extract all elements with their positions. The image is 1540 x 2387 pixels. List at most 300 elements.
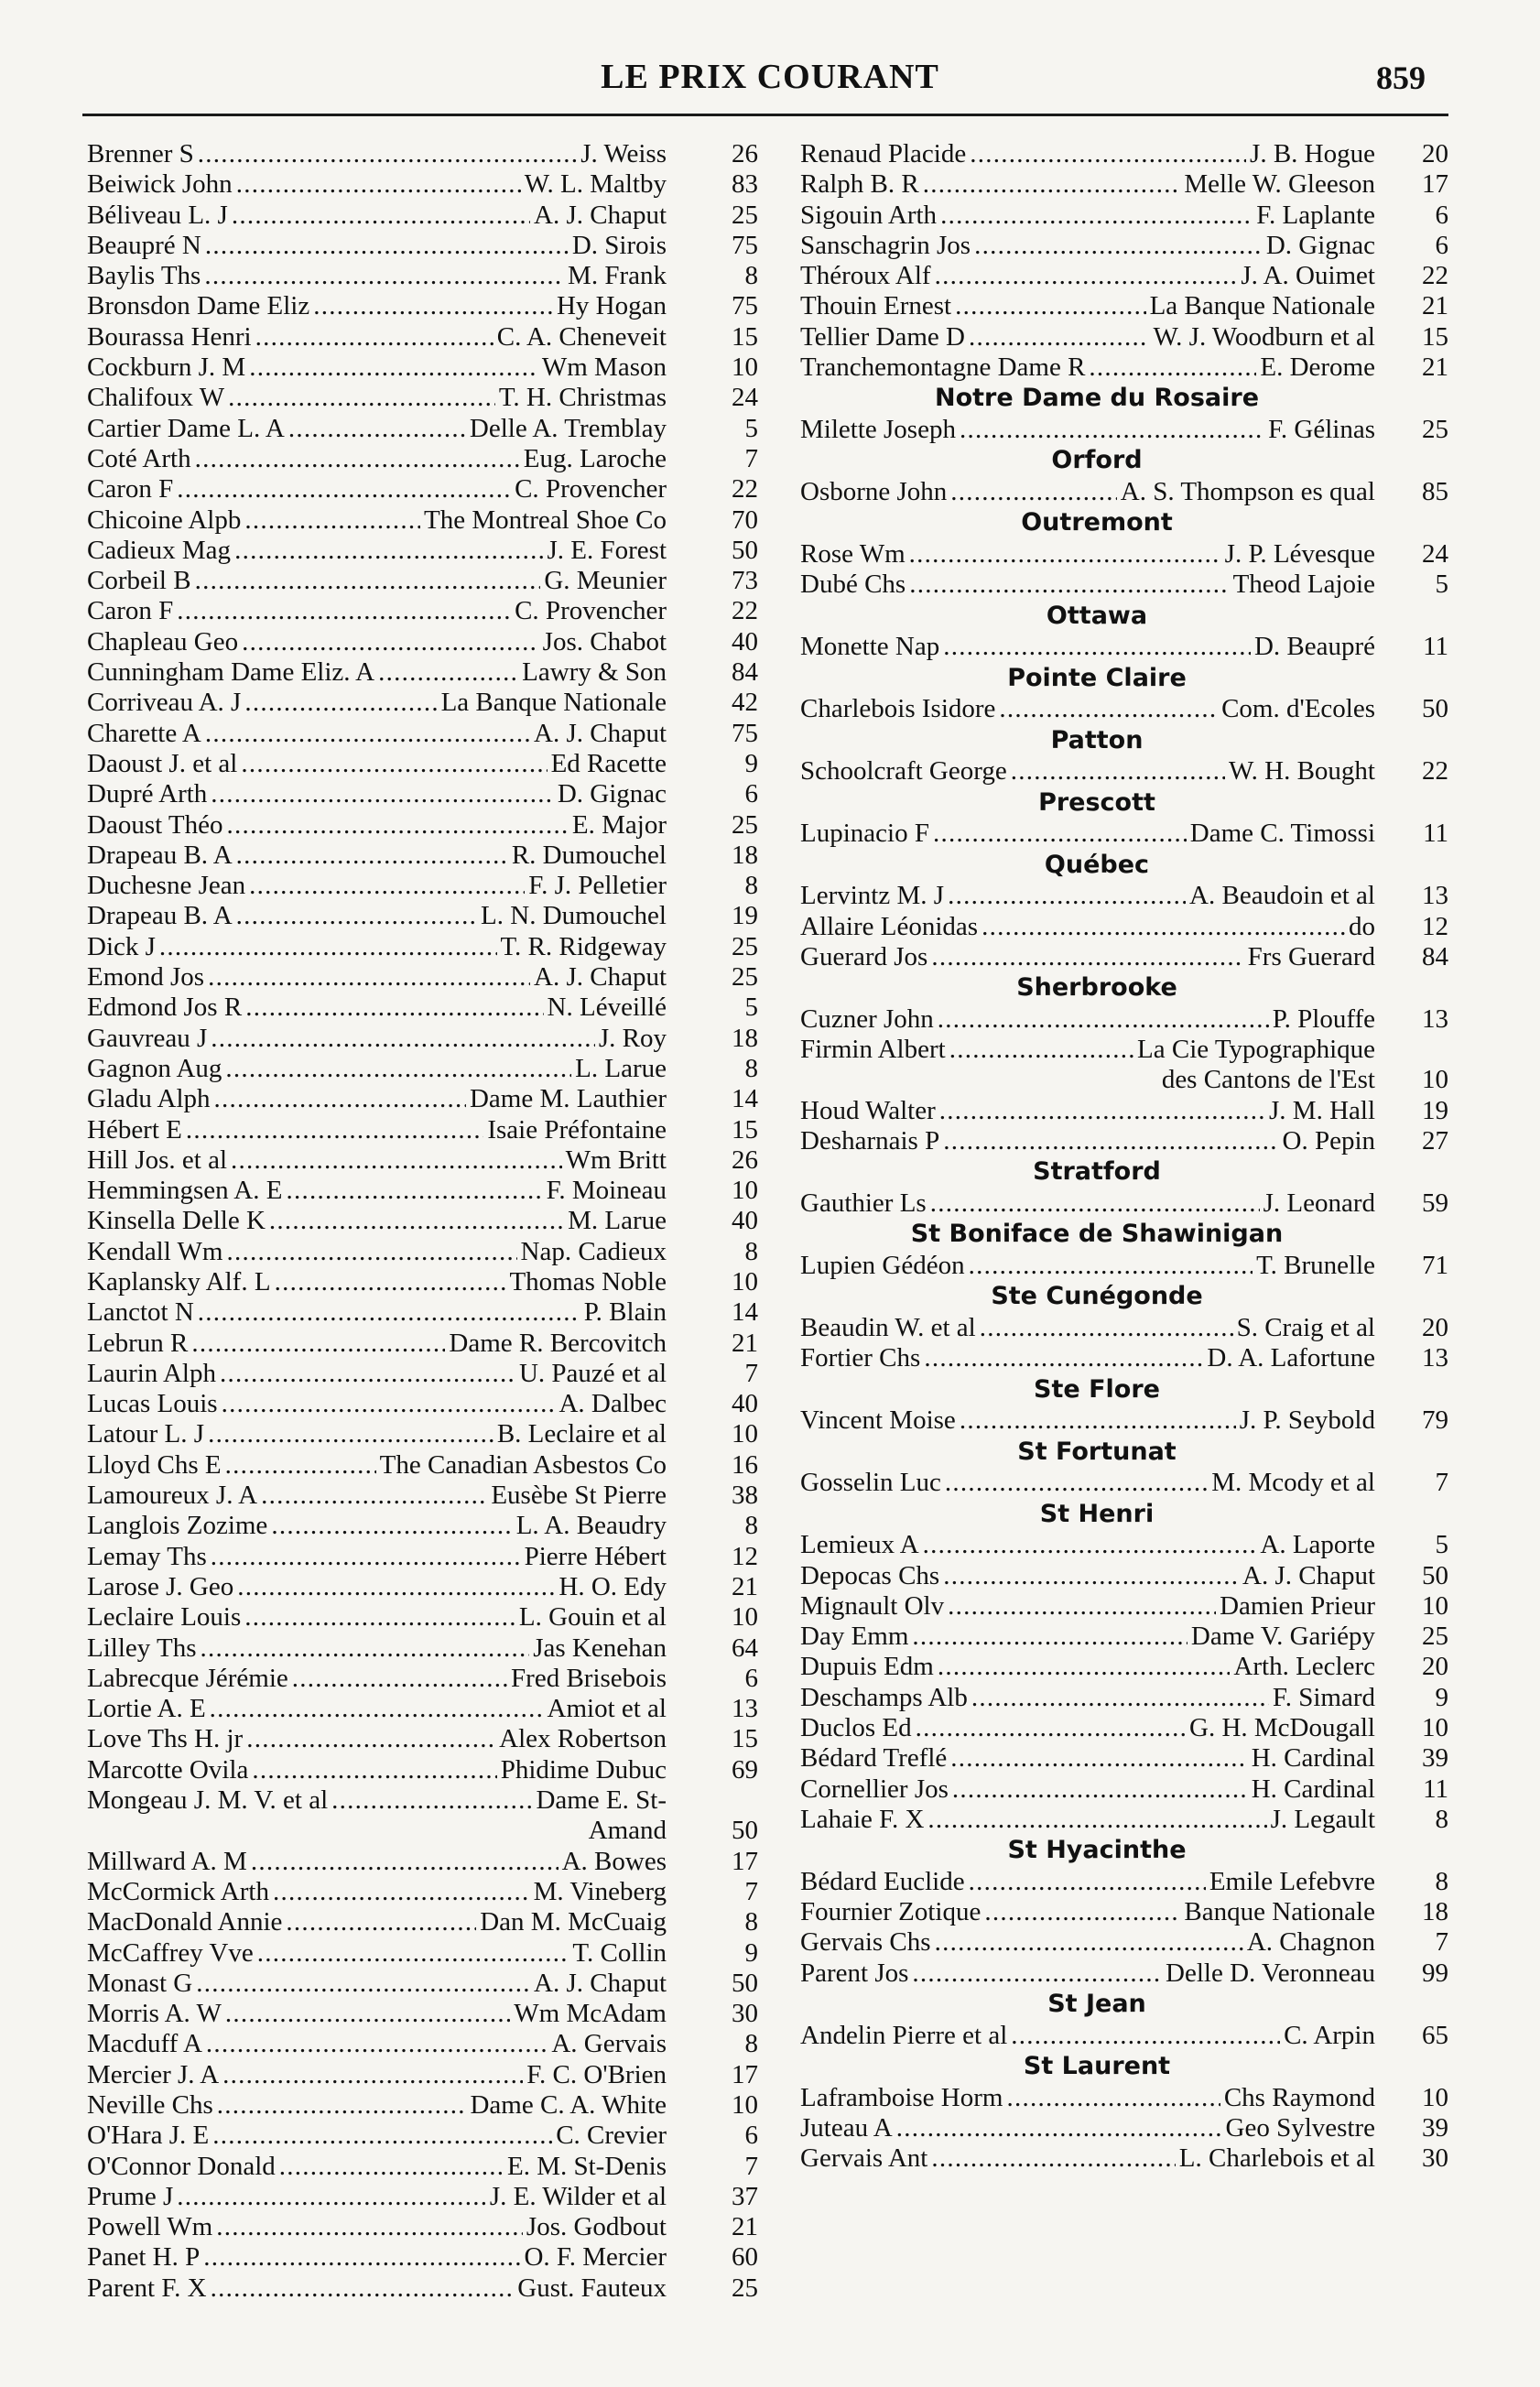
list-item	[87, 383, 758, 413]
amount: 73	[732, 566, 758, 596]
creditor-name: E. Major	[569, 810, 667, 841]
amount: 21	[732, 1571, 758, 1601]
list-item	[800, 881, 1448, 911]
amount: 5	[1435, 1530, 1448, 1560]
debtor-name: Gosselin Luc	[800, 1468, 945, 1498]
debtor-name: Hill Jos. et al	[87, 1145, 231, 1176]
entry-leader	[87, 1359, 667, 1389]
dot-leader	[249, 353, 538, 383]
dot-leader	[935, 1927, 1243, 1958]
entry-leader	[87, 2090, 667, 2121]
entry-leader	[800, 1468, 1375, 1498]
amount: 50	[1422, 694, 1448, 724]
creditor-name: J. Legault	[1267, 1805, 1375, 1835]
amount: 59	[1422, 1188, 1448, 1218]
entry-leader	[800, 1561, 1375, 1591]
dot-leader	[212, 2121, 552, 2151]
amount: 8	[744, 1053, 758, 1083]
list-item	[87, 1907, 758, 1937]
debtor-name: Beaudin W. et al	[800, 1313, 980, 1343]
creditor-name: La Banque Nationale	[1146, 291, 1375, 321]
dot-leader	[231, 1145, 562, 1176]
dot-leader	[943, 1126, 1278, 1156]
list-item	[87, 1511, 758, 1541]
dot-leader	[225, 1999, 510, 2029]
amount: 22	[732, 474, 758, 505]
debtor-name: Lanctot N	[87, 1297, 198, 1328]
creditor-name: The Montreal Shoe Co	[420, 505, 667, 536]
dot-leader	[269, 1206, 564, 1236]
list-item	[87, 1847, 758, 1877]
entry-leader	[800, 819, 1375, 849]
amount: 85	[1422, 477, 1448, 507]
dot-leader	[970, 139, 1246, 169]
list-item	[87, 2029, 758, 2059]
debtor-name: Renaud Placide	[800, 139, 970, 169]
list-item	[87, 1664, 758, 1694]
dot-leader	[948, 881, 1186, 911]
amount: 64	[732, 1633, 758, 1663]
debtor-name: MacDonald Annie	[87, 1907, 286, 1937]
creditor-name: Arth. Leclerc	[1230, 1652, 1375, 1682]
creditor-name: Eug. Laroche	[520, 444, 667, 474]
amount: 12	[1422, 911, 1448, 941]
dot-leader	[211, 1542, 521, 1572]
dot-leader	[931, 942, 1243, 972]
entry-leader	[800, 942, 1375, 972]
debtor-name: Charette A	[87, 719, 205, 749]
list-item	[87, 2242, 758, 2273]
entry-leader	[87, 871, 667, 901]
debtor-name: McCormick Arth	[87, 1877, 273, 1907]
debtor-name: Gervais Chs	[800, 1927, 935, 1958]
list-item	[800, 942, 1448, 972]
amount: 60	[732, 2242, 758, 2273]
amount: 8	[744, 871, 758, 901]
debtor-name: Daoust Théo	[87, 810, 226, 841]
creditor-name: Banque Nationale	[1180, 1897, 1375, 1927]
dot-leader	[236, 901, 477, 931]
debtor-name: O'Connor Donald	[87, 2152, 279, 2182]
creditor-name: Jos. Godbout	[523, 2212, 667, 2242]
list-item	[800, 756, 1448, 787]
debtor-name: Kinsella Delle K	[87, 1206, 269, 1236]
list-item	[800, 1927, 1448, 1958]
amount: 10	[1422, 1065, 1448, 1095]
left-column	[87, 139, 758, 2304]
list-item	[800, 201, 1448, 231]
creditor-name: A. Dalbec	[555, 1389, 667, 1419]
creditor-name: Com. d'Ecoles	[1218, 694, 1375, 724]
amount: 25	[732, 962, 758, 993]
dot-leader	[237, 1572, 555, 1602]
debtor-name: Coté Arth	[87, 444, 195, 474]
debtor-name: O'Hara J. E	[87, 2121, 212, 2151]
debtor-name: Kaplansky Alf. L	[87, 1267, 275, 1297]
creditor-name: A. Gervais	[548, 2029, 667, 2059]
creditor-name: L. Larue	[571, 1054, 667, 1084]
debtor-name: Lamoureux J. A	[87, 1481, 261, 1511]
creditor-name: Isaie Préfontaine	[483, 1115, 667, 1145]
debtor-name: Fortier Chs	[800, 1343, 924, 1373]
amount: 25	[732, 200, 758, 230]
amount: 7	[744, 1358, 758, 1388]
debtor-name: Daoust J. et al	[87, 749, 241, 779]
creditor-name: Fred Brisebois	[507, 1664, 667, 1694]
creditor-name: T. R. Ridgeway	[497, 932, 667, 962]
entry-leader	[800, 1958, 1375, 1989]
debtor-name: Bronsdon Dame Eliz	[87, 291, 313, 321]
place-heading: Notre Dame du Rosaire	[934, 384, 1260, 413]
debtor-name: Gladu Alph	[87, 1084, 214, 1114]
list-item	[87, 2212, 758, 2242]
amount: 21	[732, 1328, 758, 1358]
entry-leader	[800, 1126, 1375, 1156]
amount: 13	[732, 1694, 758, 1724]
entry-leader	[87, 1755, 667, 1785]
entry-leader	[800, 1927, 1375, 1958]
creditor-name: G. H. McDougall	[1186, 1713, 1375, 1743]
list-item	[87, 505, 758, 536]
debtor-name: Cockburn J. M	[87, 353, 249, 383]
debtor-name: Andelin Pierre et al	[800, 2021, 1011, 2051]
dot-leader	[236, 169, 521, 200]
dot-leader	[273, 1877, 530, 1907]
dot-leader	[945, 1468, 1208, 1498]
debtor-name: Drapeau B. A	[87, 841, 236, 871]
debtor-name: Kendall Wm	[87, 1237, 226, 1267]
amount: 8	[1435, 1804, 1448, 1834]
debtor-name: Millward A. M	[87, 1847, 251, 1877]
dot-leader	[938, 1004, 1269, 1035]
entry-leader	[87, 1481, 667, 1511]
creditor-name: J. Roy	[595, 1024, 667, 1054]
debtor-name: Lemieux A	[800, 1530, 923, 1560]
creditor-name: F. C. O'Brien	[523, 2060, 667, 2090]
dot-leader	[200, 1633, 529, 1664]
dot-leader	[159, 932, 497, 962]
list-item	[800, 1774, 1448, 1805]
dot-leader	[245, 993, 543, 1023]
creditor-name: Dan M. McCuaig	[476, 1907, 667, 1937]
list-item	[800, 1188, 1448, 1219]
dot-leader	[960, 415, 1264, 445]
list-item	[800, 1343, 1448, 1373]
creditor-name: D. Sirois	[569, 231, 667, 261]
entry-leader	[87, 2152, 667, 2182]
dot-leader	[257, 1938, 569, 1969]
debtor-name: Deschamps Alb	[800, 1683, 971, 1713]
amount: 17	[1422, 169, 1448, 200]
debtor-name: Prume J	[87, 2182, 177, 2212]
debtor-name: Leclaire Louis	[87, 1602, 244, 1633]
place-heading: Ste Flore	[1034, 1374, 1160, 1404]
dot-leader	[1006, 2083, 1220, 2113]
list-item	[800, 819, 1448, 849]
amount: 6	[744, 2121, 758, 2151]
creditor-name: F. Simard	[1269, 1683, 1375, 1713]
debtor-name: Allaire Léonidas	[800, 912, 981, 942]
debtor-name: Cornellier Jos	[800, 1774, 952, 1805]
entry-leader	[87, 1389, 667, 1419]
list-item	[800, 1004, 1448, 1035]
amount: 11	[1423, 1774, 1448, 1804]
entry-leader	[800, 2143, 1375, 2174]
dot-leader	[931, 2143, 1175, 2174]
dot-leader	[933, 819, 1187, 849]
list-item	[87, 2121, 758, 2151]
place-heading: Outremont	[1021, 508, 1173, 537]
dot-leader	[974, 231, 1263, 261]
creditor-name: F. Gélinas	[1264, 415, 1375, 445]
dot-leader	[980, 1313, 1233, 1343]
creditor-name: A. J. Chaput	[530, 201, 667, 231]
list-item	[800, 1591, 1448, 1622]
debtor-name: Dupuis Edm	[800, 1652, 938, 1682]
entry-leader	[87, 1694, 667, 1724]
debtor-name: Dupré Arth	[87, 779, 211, 809]
place-heading: Patton	[1050, 725, 1144, 754]
place-heading: Ste Cunégonde	[991, 1282, 1203, 1311]
creditor-name: Dame R. Bercovitch	[445, 1329, 667, 1359]
place-heading: Ottawa	[1046, 601, 1148, 630]
creditor-name: A. Beaudoin et al	[1186, 881, 1375, 911]
dot-leader	[222, 1389, 556, 1419]
list-item	[87, 566, 758, 596]
right-column	[800, 139, 1448, 2175]
amount: 30	[732, 1999, 758, 2029]
list-item	[800, 2083, 1448, 2113]
amount: 22	[732, 596, 758, 626]
list-item	[800, 139, 1448, 169]
list-item	[87, 779, 758, 809]
place-heading: Sherbrooke	[1016, 973, 1177, 1003]
place-heading: St Boniface de Shawinigan	[910, 1220, 1284, 1249]
list-item	[87, 474, 758, 505]
list-item	[87, 1024, 758, 1054]
place-heading: Stratford	[1033, 1157, 1161, 1187]
amount: 19	[732, 901, 758, 931]
debtor-name: Lemay Ths	[87, 1542, 211, 1572]
list-item	[87, 627, 758, 657]
entry-leader	[87, 1633, 667, 1664]
creditor-name: T. Collin	[569, 1938, 667, 1969]
entry-leader	[800, 1743, 1375, 1774]
entry-leader	[87, 1511, 667, 1541]
creditor-name: Amiot et al	[544, 1694, 667, 1724]
list-item	[87, 1297, 758, 1328]
list-item	[800, 169, 1448, 200]
dot-leader	[195, 444, 520, 474]
creditor-name: Dame V. Gariépy	[1188, 1622, 1375, 1652]
entry-leader	[87, 1938, 667, 1969]
list-item	[87, 1115, 758, 1145]
creditor-name: Hy Hogan	[553, 291, 667, 321]
dot-leader	[896, 2113, 1222, 2143]
debtor-name: Labrecque Jérémie	[87, 1664, 292, 1694]
dot-leader	[244, 1602, 515, 1633]
creditor-name: T. Brunelle	[1253, 1251, 1375, 1281]
dot-leader	[927, 1805, 1266, 1835]
entry-leader	[87, 1054, 667, 1084]
entry-leader	[800, 322, 1375, 353]
list-item	[87, 1542, 758, 1572]
entry-leader	[87, 2182, 667, 2212]
entry-leader	[800, 1867, 1375, 1897]
list-item	[87, 1419, 758, 1449]
creditor-name: La Cie Typographique	[1133, 1035, 1375, 1065]
creditor-name: C. Arpin	[1280, 2021, 1375, 2051]
debtor-name: Morris A. W	[87, 1999, 225, 2029]
list-item	[87, 231, 758, 261]
entry-leader	[800, 1683, 1375, 1713]
amount: 15	[732, 1114, 758, 1145]
place-heading: St Jean	[1047, 1990, 1146, 2019]
debtor-name: Mercier J. A	[87, 2060, 222, 2090]
entry-leader	[87, 383, 667, 413]
creditor-name: O. Pepin	[1279, 1126, 1376, 1156]
debtor-name: Monast G	[87, 1969, 196, 1999]
list-item	[87, 1176, 758, 1206]
list-item	[87, 2060, 758, 2090]
dot-leader	[981, 912, 1345, 942]
creditor-name: P. Blain	[580, 1297, 667, 1328]
entry-leader	[87, 2029, 667, 2059]
amount: 11	[1423, 819, 1448, 849]
entry-leader	[87, 1206, 667, 1236]
list-item	[87, 901, 758, 931]
list-item	[800, 1897, 1448, 1927]
debtor-name: Bédard Treflé	[800, 1743, 950, 1774]
debtor-name: Love Ths H. jr	[87, 1724, 246, 1754]
dot-leader	[195, 566, 541, 596]
creditor-name: F. Laplante	[1253, 201, 1375, 231]
entry-leader	[87, 1419, 667, 1449]
entry-leader	[87, 1724, 667, 1754]
list-item	[800, 539, 1448, 570]
creditor-name: L. N. Dumouchel	[477, 901, 667, 931]
creditor-name: The Canadian Asbestos Co	[376, 1450, 667, 1481]
dot-leader	[225, 1054, 571, 1084]
amount: 7	[744, 2151, 758, 2181]
dot-leader	[220, 1359, 515, 1389]
list-item	[800, 231, 1448, 261]
dot-leader	[912, 1622, 1188, 1652]
list-item	[800, 1683, 1448, 1713]
creditor-name: A. Bowes	[559, 1847, 667, 1877]
entry-leader	[87, 962, 667, 993]
amount: 16	[732, 1449, 758, 1480]
list-item	[87, 596, 758, 626]
debtor-name: Lucas Louis	[87, 1389, 222, 1419]
entry-leader	[87, 841, 667, 871]
amount: 10	[732, 1266, 758, 1297]
list-item	[87, 1724, 758, 1754]
amount: 8	[744, 1511, 758, 1541]
amount: 84	[1422, 941, 1448, 971]
dot-leader	[204, 261, 564, 291]
dot-leader	[251, 1847, 559, 1877]
list-item	[87, 322, 758, 353]
amount: 79	[1422, 1405, 1448, 1436]
amount: 20	[1422, 1652, 1448, 1682]
list-item	[87, 871, 758, 901]
entry-leader	[800, 1188, 1375, 1219]
creditor-name: J. A. Ouimet	[1237, 261, 1375, 291]
debtor-name: Parent Jos	[800, 1958, 912, 1989]
entry-leader	[800, 1652, 1375, 1682]
debtor-name: Thouin Ernest	[800, 291, 955, 321]
creditor-name: Alex Robertson	[495, 1724, 667, 1754]
list-item	[800, 1096, 1448, 1126]
creditor-name: F. J. Pelletier	[525, 871, 667, 901]
amount: 18	[732, 840, 758, 870]
entry-leader	[800, 1530, 1375, 1560]
entry-leader	[87, 1664, 667, 1694]
amount: 27	[1422, 1126, 1448, 1156]
amount: 25	[1422, 415, 1448, 445]
list-item	[800, 632, 1448, 662]
amount: 8	[1435, 1866, 1448, 1896]
dot-leader	[948, 1591, 1216, 1622]
creditor-name: Wm Britt	[562, 1145, 667, 1176]
list-item	[87, 1359, 758, 1389]
list-item	[87, 2182, 758, 2212]
debtor-name: Hemmingsen A. E	[87, 1176, 286, 1206]
creditor-name: J. Leonard	[1260, 1188, 1375, 1219]
amount: 99	[1422, 1958, 1448, 1988]
dot-leader	[244, 505, 420, 536]
debtor-name: Brenner S	[87, 139, 198, 169]
list-item	[87, 962, 758, 993]
list-item	[87, 1694, 758, 1724]
list-item	[87, 139, 758, 169]
debtor-name: Mongeau J. M. V. et al	[87, 1785, 331, 1816]
creditor-name: Delle A. Tremblay	[466, 414, 667, 444]
debtor-name: Laframboise Horm	[800, 2083, 1006, 2113]
list-item	[800, 2113, 1448, 2143]
list-item	[87, 1877, 758, 1907]
entry-leader	[87, 1297, 667, 1328]
creditor-name: D. Beaupré	[1251, 632, 1375, 662]
debtor-name: Lebrun R	[87, 1329, 191, 1359]
dot-leader	[217, 2090, 467, 2121]
amount: 83	[732, 169, 758, 200]
entry-leader	[87, 1024, 667, 1054]
amount: 20	[1422, 139, 1448, 168]
dot-leader	[984, 1897, 1180, 1927]
page-number: 859	[1376, 60, 1426, 96]
creditor-name: J. B. Hogue	[1246, 139, 1375, 169]
creditor-name: W. L. Maltby	[521, 169, 667, 200]
amount: 15	[732, 1724, 758, 1754]
debtor-name: Schoolcraft George	[800, 756, 1011, 787]
amount: 71	[1422, 1250, 1448, 1280]
amount: 26	[732, 1145, 758, 1175]
debtor-name: Hébert E	[87, 1115, 186, 1145]
amount: 50	[732, 1816, 758, 1846]
creditor-name: Thomas Noble	[505, 1267, 667, 1297]
amount: 10	[732, 1602, 758, 1633]
dot-leader	[912, 1958, 1162, 1989]
list-item	[800, 570, 1448, 600]
amount: 9	[744, 748, 758, 778]
amount: 12	[732, 1541, 758, 1571]
dot-leader	[939, 1096, 1265, 1126]
creditor-name: J. E. Wilder et al	[486, 2182, 667, 2212]
creditor-name: Lawry & Son	[518, 657, 667, 688]
entry-leader	[87, 2121, 667, 2151]
